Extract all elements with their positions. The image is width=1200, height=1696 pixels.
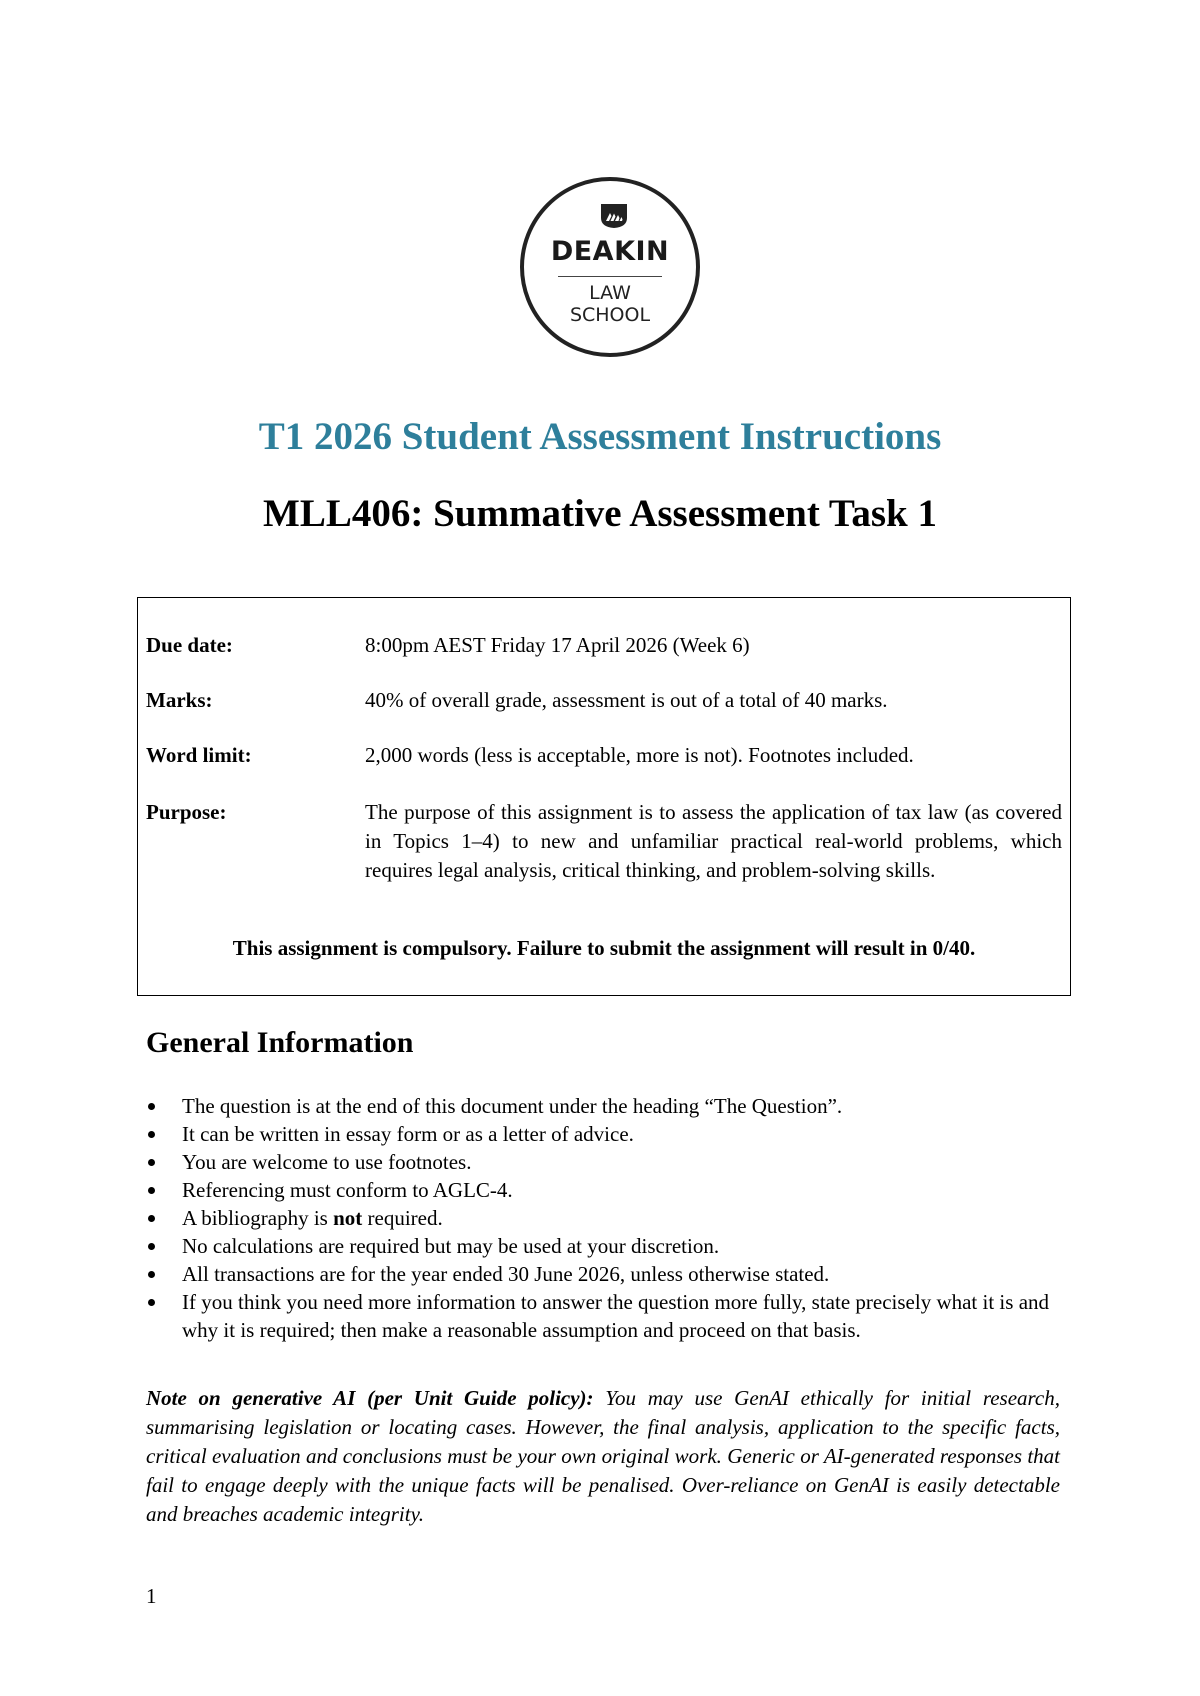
list-item-text: No calculations are required but may be used at your discretion. xyxy=(182,1234,720,1258)
bullet-icon xyxy=(148,1159,155,1166)
bullet-icon xyxy=(148,1299,155,1306)
due-date-label: Due date: xyxy=(146,633,233,657)
list-item xyxy=(146,1148,1066,1176)
bullet-icon xyxy=(148,1131,155,1138)
assessment-info-box xyxy=(137,597,1071,996)
purpose-label: Purpose: xyxy=(146,800,227,824)
list-item-text: If you think you need more information to answer the question more fully, state precisely what it is and why it is required; then make a reasonable assumption and proceed on that basis. xyxy=(182,1290,1050,1342)
general-information-list xyxy=(146,1092,1066,1344)
shield-icon xyxy=(600,203,628,229)
deakin-law-school-logo xyxy=(520,177,700,357)
marks-label: Marks: xyxy=(146,688,213,712)
compulsory-notice: This assignment is compulsory. Failure to submit the assignment will result in 0/40. xyxy=(232,936,976,960)
list-item xyxy=(146,1120,1066,1148)
genai-note xyxy=(146,1384,1060,1529)
due-date-value: 8:00pm AEST Friday 17 April 2026 (Week 6) xyxy=(365,633,750,657)
bullet-icon xyxy=(148,1187,155,1194)
bullet-icon xyxy=(148,1103,155,1110)
list-item-text: It can be written in essay form or as a letter of advice. xyxy=(182,1122,634,1146)
logo-divider xyxy=(558,276,662,277)
emphasis-not: not xyxy=(333,1206,363,1230)
list-item xyxy=(146,1232,1066,1260)
list-item xyxy=(146,1288,1066,1344)
document-title: T1 2026 Student Assessment Instructions xyxy=(258,415,942,458)
bullet-icon xyxy=(148,1215,155,1222)
bullet-icon xyxy=(148,1271,155,1278)
list-item-text: Referencing must conform to AGLC-4. xyxy=(182,1178,513,1202)
list-item-text: All transactions are for the year ended 30 June 2026, unless otherwise stated. xyxy=(182,1262,830,1286)
list-item-text: The question is at the end of this document under the heading “The Question”. xyxy=(182,1094,843,1118)
list-item-text: You are welcome to use footnotes. xyxy=(182,1150,472,1174)
purpose-value: The purpose of this assignment is to assess the application of tax law (as covered in Topics 1–4) to new and unfamiliar practical real-world problems, which requires legal analysis, critical thinking, and problem-solving skills. xyxy=(365,800,1062,882)
genai-note-text: You may use GenAI ethically for initial research, summarising legislation or locating cases. However, the final analysis, application to the specific facts, critical evaluation and conclusions must be your own original work. Generic or AI-generated responses that fail to engage deeply with the unique facts will be penalised. Over-reliance on GenAI is easily detectable and breaches academic integrity. xyxy=(146,1386,1060,1526)
list-item xyxy=(146,1176,1066,1204)
list-item-text: A bibliography is xyxy=(182,1206,334,1230)
word-limit-label: Word limit: xyxy=(146,743,252,767)
list-item xyxy=(146,1260,1066,1288)
list-item xyxy=(146,1204,1066,1232)
logo-school-text: SCHOOL xyxy=(569,304,651,326)
logo-law-text: LAW xyxy=(589,282,631,304)
marks-value: 40% of overall grade, assessment is out of a total of 40 marks. xyxy=(365,688,888,712)
word-limit-value: 2,000 words (less is acceptable, more is not). Footnotes included. xyxy=(365,743,914,767)
bullet-icon xyxy=(148,1243,155,1250)
list-item xyxy=(146,1092,1066,1120)
page-number: 1 xyxy=(146,1584,157,1608)
document-subtitle: MLL406: Summative Assessment Task 1 xyxy=(263,492,937,535)
genai-note-label: Note on generative AI (per Unit Guide policy): xyxy=(146,1386,594,1410)
list-item-text-end: required. xyxy=(362,1206,443,1230)
general-information-heading: General Information xyxy=(146,1026,414,1059)
logo-deakin-text: DEAKIN xyxy=(550,236,670,267)
